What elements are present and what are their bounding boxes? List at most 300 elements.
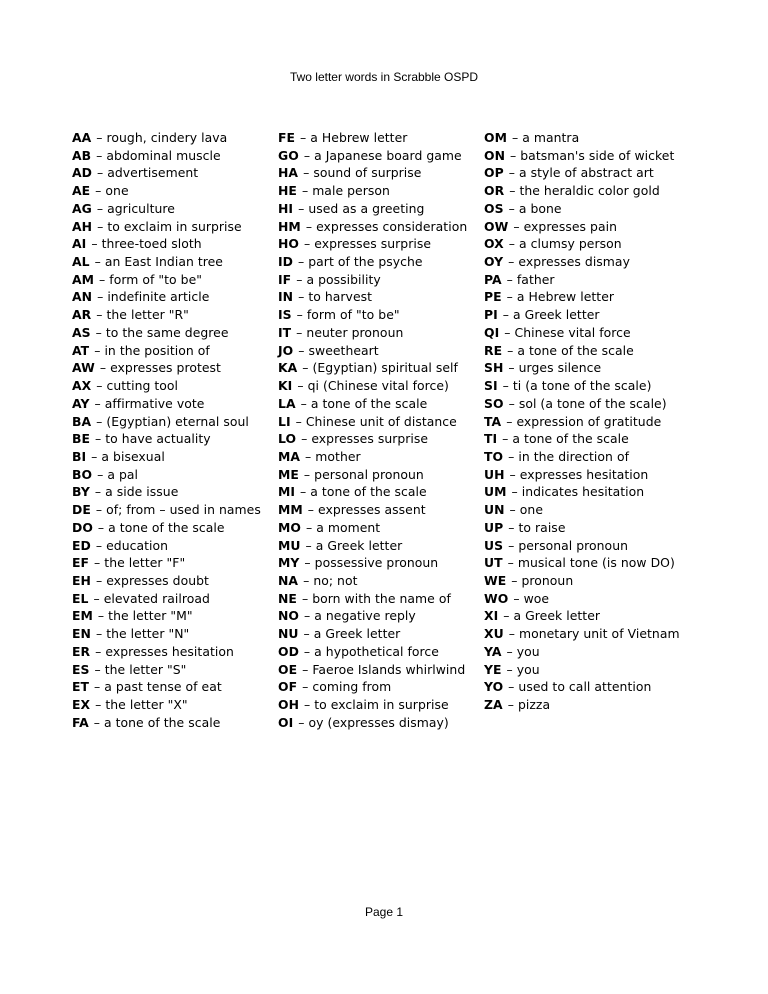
entry-separator: – <box>94 661 101 677</box>
word-entry <box>484 625 699 643</box>
entry-separator: – <box>304 236 311 252</box>
word-entry <box>72 590 287 608</box>
entry-definition: to the same degree <box>105 324 229 340</box>
entry-separator: – <box>94 679 101 695</box>
entry-word: DO <box>72 519 93 535</box>
entry-separator: – <box>511 572 518 588</box>
entry-word: WO <box>484 590 509 606</box>
entry-separator: – <box>510 147 517 163</box>
entry-word: HE <box>278 183 297 199</box>
word-entry <box>72 182 287 200</box>
entry-definition: monetary unit of Vietnam <box>518 626 680 642</box>
entry-separator: – <box>508 236 515 252</box>
entry-word: OI <box>278 714 294 730</box>
entry-word: OS <box>484 200 504 216</box>
entry-word: ME <box>278 466 299 482</box>
entry-word: OW <box>484 218 509 234</box>
page-number: Page 1 <box>364 905 404 919</box>
entry-word: AA <box>72 130 92 145</box>
word-entry <box>278 448 493 466</box>
entry-definition: a tone of the scale <box>512 431 629 447</box>
entry-separator: – <box>305 537 312 553</box>
entry-definition: possessive pronoun <box>314 555 439 571</box>
word-entry <box>278 342 493 360</box>
entry-definition: expresses hesitation <box>519 466 649 482</box>
word-entry <box>72 643 287 661</box>
entry-definition: father <box>516 271 555 287</box>
entry-word: ON <box>484 147 506 163</box>
entry-separator: – <box>96 307 103 323</box>
entry-definition: one <box>519 502 543 518</box>
entry-separator: – <box>304 608 311 624</box>
entry-definition: sweetheart <box>308 342 379 358</box>
entry-separator: – <box>502 378 509 394</box>
entry-separator: – <box>508 200 515 216</box>
entry-word: US <box>484 537 504 553</box>
word-entry <box>278 590 493 608</box>
word-entry <box>72 253 287 271</box>
entry-word: OP <box>484 165 504 181</box>
entry-definition: to exclaim in surprise <box>314 697 449 712</box>
word-entry <box>278 324 493 342</box>
entry-separator: – <box>94 484 102 500</box>
entry-separator: – <box>95 572 103 588</box>
entry-word: MM <box>278 502 303 518</box>
entry-word: XU <box>484 626 504 642</box>
entry-separator: – <box>304 697 311 712</box>
word-entry <box>72 519 287 537</box>
entry-definition: the letter "N" <box>106 626 190 642</box>
entry-definition: a tone of the scale <box>517 342 634 358</box>
entry-word: EN <box>72 626 91 642</box>
entry-separator: – <box>301 590 309 606</box>
entry-definition: expresses dismay <box>518 254 630 270</box>
word-entry <box>278 218 493 236</box>
entry-word: PE <box>484 289 502 305</box>
word-entry <box>72 661 287 679</box>
entry-word: NE <box>278 590 297 606</box>
entry-definition: to raise <box>518 519 566 535</box>
entry-word: AL <box>72 254 90 270</box>
entry-definition: the letter "R" <box>106 307 189 323</box>
entry-word: PI <box>484 307 498 323</box>
entry-separator: – <box>303 572 310 588</box>
word-entry <box>72 501 287 519</box>
entry-separator: – <box>511 484 518 500</box>
entry-separator: – <box>96 413 103 429</box>
entry-definition: a Hebrew letter <box>516 289 615 305</box>
entry-word: OE <box>278 661 298 677</box>
entry-separator: – <box>506 643 513 659</box>
entry-word: ER <box>72 643 91 659</box>
entry-separator: – <box>96 165 104 181</box>
entry-word: OY <box>484 254 504 270</box>
word-entry <box>484 147 699 165</box>
word-entry <box>484 678 699 696</box>
entry-word: EH <box>72 572 91 588</box>
entry-word: UP <box>484 519 504 535</box>
word-entry <box>72 607 287 625</box>
entry-word: HA <box>278 165 299 181</box>
word-entry <box>72 324 287 342</box>
word-entry <box>484 395 699 413</box>
entry-definition: a clumsy person <box>519 236 622 252</box>
entry-word: JO <box>278 342 294 358</box>
word-entry <box>278 377 493 395</box>
entry-separator: – <box>93 590 100 606</box>
entry-word: ES <box>72 661 90 677</box>
entry-separator: – <box>508 448 515 464</box>
entry-word: BI <box>72 448 87 464</box>
entry-word: MO <box>278 519 301 535</box>
entry-separator: – <box>91 448 98 464</box>
entry-word: AH <box>72 218 93 234</box>
entry-word: OF <box>278 679 298 695</box>
entry-separator: – <box>303 147 311 163</box>
entry-separator: – <box>303 165 310 181</box>
entry-definition: urges silence <box>518 360 602 376</box>
entry-definition: no; not <box>313 572 358 588</box>
entry-separator: – <box>508 626 515 642</box>
entry-definition: education <box>106 537 169 553</box>
word-entry <box>278 554 493 572</box>
word-entry <box>484 696 699 714</box>
entry-separator: – <box>504 324 511 340</box>
entry-word: LI <box>278 413 291 429</box>
entry-separator: – <box>97 289 104 305</box>
entry-definition: batsman's side of wicket <box>520 147 675 163</box>
entry-word: UN <box>484 502 505 518</box>
word-entry <box>72 483 287 501</box>
entry-word: BO <box>72 466 93 482</box>
entry-separator: – <box>506 661 513 677</box>
entry-definition: one <box>105 183 129 199</box>
entry-definition: expresses pain <box>523 218 617 234</box>
word-entry <box>72 342 287 360</box>
entry-definition: a bone <box>518 200 562 216</box>
entry-word: BA <box>72 413 92 429</box>
entry-definition: a possibility <box>306 271 381 287</box>
entry-word: KI <box>278 378 293 394</box>
entry-word: LO <box>278 431 297 447</box>
entry-separator: – <box>97 519 105 535</box>
entry-word: NU <box>278 626 299 642</box>
entry-definition: advertisement <box>107 165 199 181</box>
entry-word: IF <box>278 271 292 287</box>
entry-word: AB <box>72 147 92 163</box>
entry-word: DE <box>72 502 91 518</box>
entry-definition: pizza <box>517 697 551 712</box>
entry-word: ID <box>278 254 293 270</box>
entry-definition: expresses assent <box>318 502 426 518</box>
entry-separator: – <box>508 254 515 270</box>
word-entry <box>278 235 493 253</box>
entry-word: IS <box>278 307 292 323</box>
word-entry <box>278 625 493 643</box>
word-entry <box>72 129 287 147</box>
entry-word: UM <box>484 484 507 500</box>
entry-separator: – <box>298 289 305 305</box>
word-entry <box>278 572 493 590</box>
entry-separator: – <box>95 183 102 199</box>
entry-definition: expression of gratitude <box>516 413 662 429</box>
word-entry <box>72 395 287 413</box>
word-entry <box>72 377 287 395</box>
entry-definition: sol (a tone of the scale) <box>518 395 667 411</box>
entry-word: OM <box>484 130 507 145</box>
entry-definition: an East Indian tree <box>104 254 223 270</box>
entry-word: SI <box>484 378 498 394</box>
word-entry <box>278 129 493 147</box>
word-entry <box>278 147 493 165</box>
entry-definition: to harvest <box>308 289 373 305</box>
word-entry <box>278 253 493 271</box>
entry-separator: – <box>305 519 313 535</box>
entry-definition: used to call attention <box>518 679 652 695</box>
entry-definition: form of "to be" <box>109 271 203 287</box>
entry-definition: expresses surprise <box>311 431 429 447</box>
entry-word: AG <box>72 200 92 216</box>
entry-word: IT <box>278 324 292 340</box>
entry-separator: – <box>302 661 309 677</box>
entry-separator: – <box>95 626 103 642</box>
word-entry <box>484 483 699 501</box>
entry-definition: personal pronoun <box>314 466 424 482</box>
word-entry <box>72 218 287 236</box>
word-column-1 <box>72 129 287 731</box>
word-entry <box>72 714 287 732</box>
entry-separator: – <box>95 643 102 659</box>
entry-separator: – <box>509 502 516 518</box>
word-entry <box>72 271 287 289</box>
entry-word: AM <box>72 271 95 287</box>
entry-separator: – <box>507 342 514 358</box>
entry-definition: woe <box>523 590 550 606</box>
word-entry <box>72 200 287 218</box>
entry-definition: in the position of <box>104 342 210 358</box>
entry-word: ZA <box>484 697 503 712</box>
entry-word: AY <box>72 395 90 411</box>
word-entry <box>278 696 493 714</box>
word-entry <box>278 661 493 679</box>
word-entry <box>72 696 287 714</box>
entry-definition: rough, cindery lava <box>106 130 228 145</box>
entry-separator: – <box>95 537 103 553</box>
word-entry <box>278 200 493 218</box>
entry-separator: – <box>511 130 519 145</box>
entry-separator: – <box>91 236 98 252</box>
word-entry <box>72 306 287 324</box>
word-entry <box>484 537 699 555</box>
entry-word: AI <box>72 236 87 252</box>
entry-definition: a style of abstract art <box>518 165 654 181</box>
entry-definition: a tone of the scale <box>310 395 428 411</box>
entry-definition: a Greek letter <box>313 626 401 642</box>
entry-separator: – <box>300 395 307 411</box>
entry-separator: – <box>298 254 305 270</box>
entry-separator: – <box>303 643 311 659</box>
entry-separator: – <box>96 378 103 394</box>
entry-separator: – <box>508 519 515 535</box>
word-entry <box>278 306 493 324</box>
entry-definition: affirmative vote <box>104 395 205 411</box>
entry-word: EM <box>72 608 93 624</box>
word-entry <box>72 678 287 696</box>
entry-separator: – <box>296 324 303 340</box>
entry-separator: – <box>95 324 102 340</box>
entry-definition: Chinese unit of distance <box>305 413 457 429</box>
entry-separator: – <box>94 254 101 270</box>
entry-separator: – <box>513 218 520 234</box>
entry-definition: (Egyptian) eternal soul <box>106 413 249 429</box>
entry-separator: – <box>506 271 513 287</box>
word-entry <box>278 537 493 555</box>
entry-definition: a tone of the scale <box>103 714 221 730</box>
word-entry <box>72 448 287 466</box>
entry-separator: – <box>502 307 510 323</box>
entry-separator: – <box>513 590 520 606</box>
entry-separator: – <box>508 679 515 695</box>
entry-word: FA <box>72 714 89 730</box>
entry-word: BE <box>72 431 91 447</box>
entry-word: BY <box>72 484 90 500</box>
entry-word: XI <box>484 608 499 624</box>
word-entry <box>484 413 699 431</box>
entry-definition: sound of surprise <box>313 165 422 181</box>
entry-definition: a Greek letter <box>315 537 403 553</box>
word-entry <box>484 271 699 289</box>
word-entry <box>484 129 699 147</box>
entry-word: MY <box>278 555 300 571</box>
entry-word: HM <box>278 218 301 234</box>
entry-definition: elevated railroad <box>103 590 210 606</box>
entry-definition: a past tense of eat <box>104 679 222 695</box>
entry-separator: – <box>97 466 104 482</box>
entry-definition: neuter pronoun <box>306 324 404 340</box>
word-entry <box>484 572 699 590</box>
word-entry <box>484 643 699 661</box>
word-entry <box>72 625 287 643</box>
entry-definition: in the direction of <box>518 448 629 464</box>
word-entry <box>484 200 699 218</box>
entry-definition: expresses doubt <box>106 572 209 588</box>
word-entry <box>484 342 699 360</box>
entry-definition: a Japanese board game <box>314 147 462 163</box>
entry-separator: – <box>506 413 513 429</box>
entry-separator: – <box>305 448 312 464</box>
word-entry <box>278 714 493 732</box>
word-entry <box>278 643 493 661</box>
entry-separator: – <box>506 289 513 305</box>
entry-word: AR <box>72 307 92 323</box>
entry-word: IN <box>278 289 294 305</box>
entry-word: UT <box>484 555 503 571</box>
entry-word: HI <box>278 200 294 216</box>
entry-separator: – <box>295 413 302 429</box>
entry-definition: expresses protest <box>110 360 221 376</box>
entry-word: PA <box>484 271 502 287</box>
entry-separator: – <box>509 183 516 199</box>
entry-separator: – <box>298 342 305 358</box>
entry-word: WE <box>484 572 507 588</box>
word-entry <box>278 164 493 182</box>
entry-separator: – <box>93 714 100 730</box>
word-entry <box>484 235 699 253</box>
word-entry <box>72 537 287 555</box>
word-entry <box>484 164 699 182</box>
word-column-2 <box>278 129 493 731</box>
entry-word: EL <box>72 590 89 606</box>
entry-word: SO <box>484 395 504 411</box>
entry-word: AS <box>72 324 91 340</box>
entry-definition: you <box>516 661 540 677</box>
word-entry <box>72 554 287 572</box>
entry-word: MA <box>278 448 301 464</box>
entry-separator: – <box>303 626 310 642</box>
word-entry <box>278 430 493 448</box>
entry-separator: – <box>296 271 303 287</box>
entry-definition: mother <box>315 448 361 464</box>
entry-word: EF <box>72 555 90 571</box>
entry-word: FE <box>278 130 296 145</box>
word-entry <box>484 501 699 519</box>
word-entry <box>278 483 493 501</box>
word-entry <box>484 377 699 395</box>
entry-separator: – <box>305 218 313 234</box>
entry-separator: – <box>307 502 315 518</box>
entry-word: YA <box>484 643 502 659</box>
entry-definition: of; from – used in names <box>106 502 261 518</box>
entry-definition: three-toed sloth <box>101 236 202 252</box>
word-entry <box>278 288 493 306</box>
entry-word: AE <box>72 183 91 199</box>
word-entry <box>72 288 287 306</box>
word-entry <box>484 590 699 608</box>
entry-definition: expresses hesitation <box>105 643 234 659</box>
word-entry <box>72 430 287 448</box>
entry-separator: – <box>503 608 510 624</box>
entry-definition: ti (a tone of the scale) <box>512 378 652 394</box>
entry-word: HO <box>278 236 300 252</box>
entry-separator: – <box>94 395 101 411</box>
entry-word: UH <box>484 466 505 482</box>
word-entry <box>72 359 287 377</box>
word-entry <box>278 413 493 431</box>
entry-separator: – <box>95 431 102 447</box>
entry-definition: a moment <box>316 519 381 535</box>
entry-definition: to exclaim in surprise <box>107 218 242 234</box>
word-entry <box>484 182 699 200</box>
word-entry <box>484 519 699 537</box>
entry-definition: qi (Chinese vital force) <box>307 378 449 394</box>
entry-definition: a bisexual <box>101 448 165 464</box>
entry-definition: (Egyptian) spiritual self <box>312 360 458 376</box>
entry-separator: – <box>300 130 307 145</box>
entry-word: YE <box>484 661 502 677</box>
entry-definition: a pal <box>107 466 139 482</box>
entry-separator: – <box>96 200 104 216</box>
entry-separator: – <box>94 342 101 358</box>
entry-definition: expresses consideration <box>316 218 468 234</box>
entry-definition: the letter "S" <box>104 661 187 677</box>
word-entry <box>72 235 287 253</box>
entry-separator: – <box>502 431 509 447</box>
entry-definition: indicates hesitation <box>521 484 645 500</box>
entry-definition: Chinese vital force <box>514 324 631 340</box>
entry-separator: – <box>508 537 515 553</box>
entry-word: OH <box>278 697 300 712</box>
entry-word: YO <box>484 679 504 695</box>
